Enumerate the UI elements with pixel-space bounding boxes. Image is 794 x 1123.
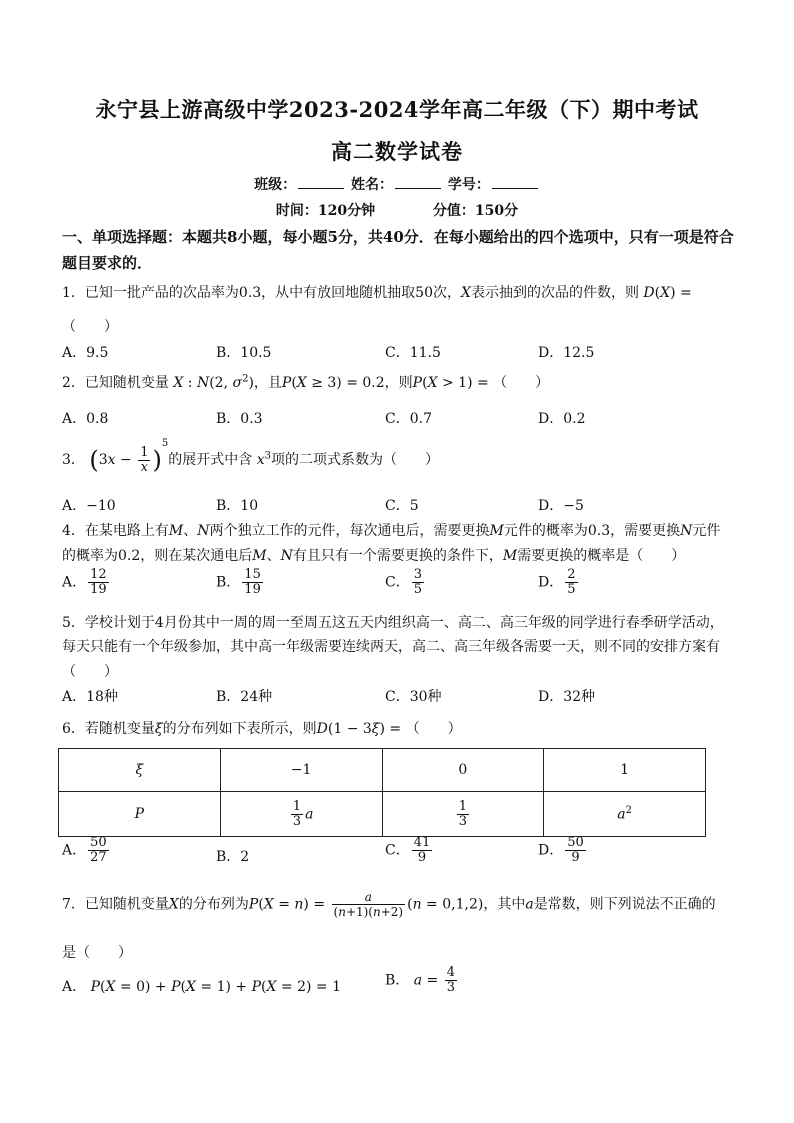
name-label: 姓名：: [351, 177, 393, 193]
exam-score: 分值：150分: [432, 203, 519, 219]
q4-option-b[interactable]: B． $\frac{15}{19}$: [216, 567, 261, 597]
question-2-stem: 2．已知随机变量 X : N(2, $\sigma^2$)，且P(X ≥ 3) = 0.2，则P(X > 1) = （ ）: [62, 373, 550, 391]
q2-option-d[interactable]: D．0.2: [538, 411, 586, 427]
question-5-paren: （ ）: [62, 664, 118, 680]
q5-option-c[interactable]: C．30种: [385, 689, 442, 705]
q5-option-d[interactable]: D．32种: [538, 689, 596, 705]
q2-option-c[interactable]: C．0.7: [385, 411, 432, 427]
table-row: [59, 749, 706, 792]
exam-title: 永宁县上游高级中学2023-2024学年高二年级（下）期中考试: [95, 97, 699, 122]
q1-option-b[interactable]: B．10.5: [216, 345, 272, 361]
id-label: 学号：: [447, 177, 490, 193]
id-blank[interactable]: [492, 176, 538, 189]
table-cell: $\frac{1}{3}$ a: [220, 792, 382, 837]
exam-time: 时间：120分钟: [275, 203, 376, 219]
table-cell: 1: [544, 749, 706, 792]
table-row: [59, 792, 706, 837]
q7-option-b[interactable]: B． a = $\frac{4}{3}$: [385, 965, 456, 995]
question-7-paren: 是（ ）: [62, 945, 132, 961]
q3-option-d[interactable]: D．−5: [538, 498, 584, 514]
q6-option-d[interactable]: D． $\frac{50}{9}$: [538, 835, 584, 865]
class-blank[interactable]: [298, 176, 344, 189]
class-label: 班级：: [254, 177, 297, 193]
q2-option-b[interactable]: B．0.3: [216, 411, 263, 427]
q3-option-a[interactable]: A．−10: [62, 498, 116, 514]
table-cell: P: [59, 792, 221, 837]
q5-option-a[interactable]: A．18种: [62, 689, 118, 705]
q1-option-a[interactable]: A．9.5: [62, 345, 109, 361]
q3-option-c[interactable]: C．5: [385, 498, 419, 514]
table-cell: −1: [220, 749, 382, 792]
q4-option-d[interactable]: D． $\frac{2}{5}$: [538, 567, 576, 597]
question-5-line-1: 5．学校计划于4月份其中一周的周一至周五这五天内组织高一、高二、高三年级的同学进行春季研学活动，: [62, 615, 724, 631]
q6-option-b[interactable]: B．2: [216, 849, 250, 865]
question-7-stem: 7．已知随机变量X的分布列为P(X = n) = $\frac{a}{(n+1)(n+2)}$ (n = 0,1,2)，其中a是常数，则下列说法不正确的: [62, 890, 716, 919]
exam-subtitle: 高二数学试卷: [331, 139, 463, 164]
question-4-line-2: 的概率为0.2，则在某次通电后M、N有且只有一个需要更换的条件下，M需要更换的概率是（ ）: [62, 548, 686, 564]
distribution-table: [58, 748, 706, 837]
question-6-stem: 6．若随机变量ξ的分布列如下表所示，则D(1 − 3ξ) = （ ）: [62, 721, 462, 737]
q4-option-a[interactable]: A． $\frac{12}{19}$: [62, 567, 107, 597]
q2-option-a[interactable]: A．0.8: [62, 411, 109, 427]
question-1-stem: 1．已知一批产品的次品率为0.3，从中有放回地随机抽取50次，X表示抽到的次品的件数，则 D(X) =: [62, 285, 692, 301]
question-5-line-2: 每天只能有一个年级参加，其中高一年级需要连续两天，高二、高三年级各需要一天，则不同的安排方案有: [62, 639, 720, 655]
question-4-line-1: 4．在某电路上有M、N两个独立工作的元件，每次通电后，需要更换M元件的概率为0.3，需要更换N元件: [62, 523, 721, 539]
question-3-stem: 3． (3x − $\frac{1}{x}$ )$^5$的展开式中含 $x^3$项的二项式系数为（ ）: [62, 438, 439, 475]
section-heading: 一、单项选择题：本题共8小题，每小题5分，共40分．在每小题给出的四个选项中，只有一项是符合题目要求的．: [62, 228, 734, 272]
q1-option-c[interactable]: C．11.5: [385, 345, 441, 361]
table-cell: $a^2$: [544, 792, 706, 837]
q6-option-a[interactable]: A． $\frac{50}{27}$: [62, 835, 107, 865]
table-cell: $\frac{1}{3}$: [382, 792, 544, 837]
question-1-paren: （ ）: [62, 319, 118, 335]
q1-option-d[interactable]: D．12.5: [538, 345, 595, 361]
table-cell: ξ: [59, 749, 221, 792]
name-blank[interactable]: [395, 176, 441, 189]
table-cell: 0: [382, 749, 544, 792]
q7-option-a[interactable]: A． P(X = 0) + P(X = 1) + P(X = 2) = 1: [62, 979, 341, 995]
q4-option-c[interactable]: C． $\frac{3}{5}$: [385, 567, 422, 597]
q3-option-b[interactable]: B．10: [216, 498, 259, 514]
q5-option-b[interactable]: B．24种: [216, 689, 273, 705]
q6-option-c[interactable]: C． $\frac{41}{9}$: [385, 835, 431, 865]
exam-meta-line: [0, 200, 794, 220]
student-info-line: [0, 174, 794, 194]
